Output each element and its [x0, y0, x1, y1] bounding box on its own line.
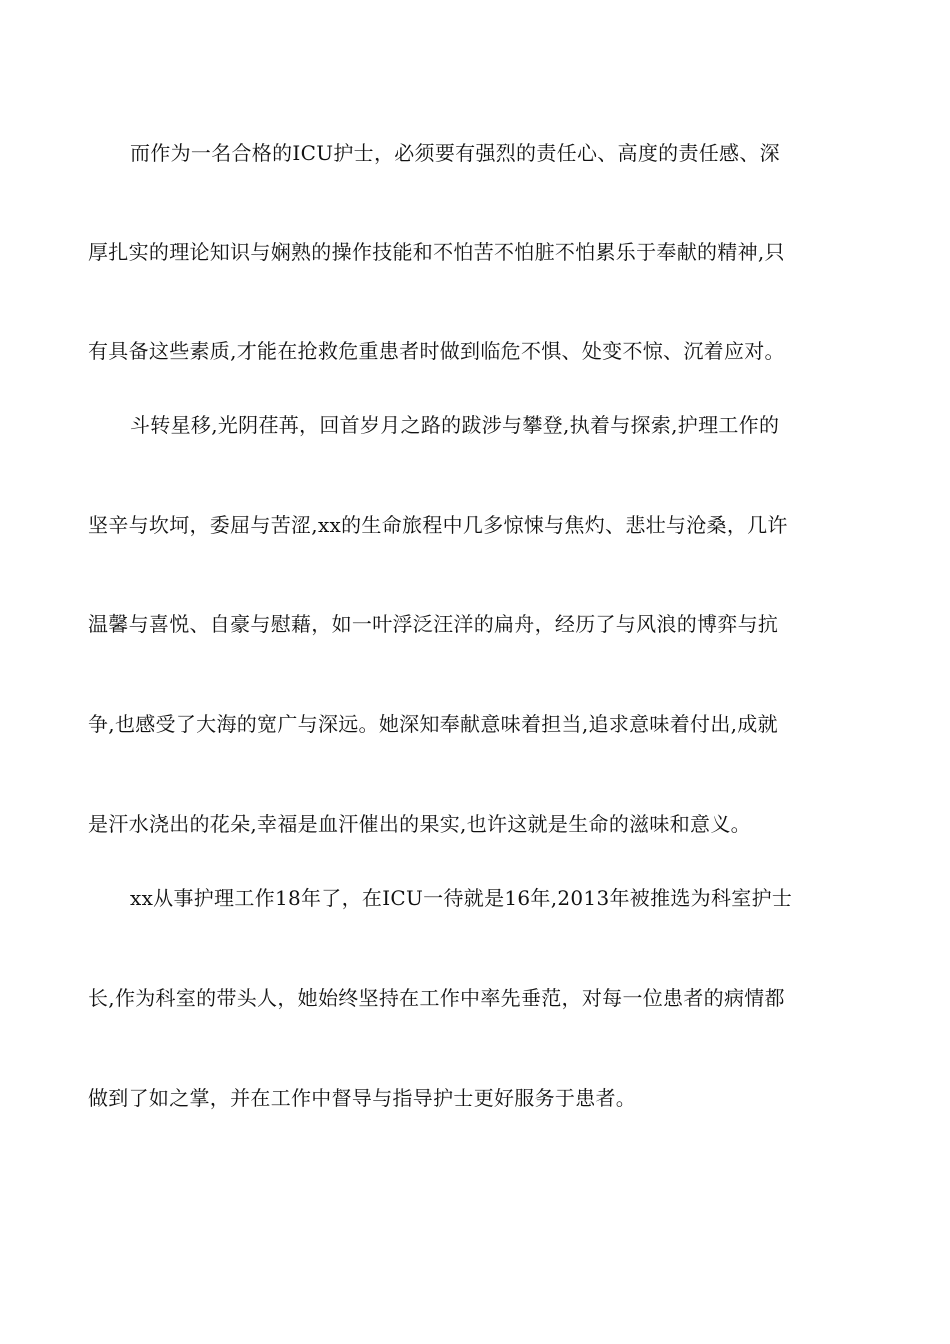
paragraph-2-line-4: 争,也感受了大海的宽广与深远。她深知奉献意味着担当,追求意味着付出,成就 [88, 712, 778, 736]
paragraph-3-line-1: xx从事护理工作18年了，在ICU一待就是16年,2013年被推选为科室护士 [130, 886, 793, 910]
paragraph-1-line-2: 厚扎实的理论知识与娴熟的操作技能和不怕苦不怕脏不怕累乐于奉献的精神,只 [88, 240, 785, 264]
paragraph-1-line-3: 有具备这些素质,才能在抢救危重患者时做到临危不惧、处变不惊、沉着应对。 [88, 339, 785, 363]
paragraph-2-line-3: 温馨与喜悦、自豪与慰藉，如一叶浮泛汪洋的扁舟，经历了与风浪的博弈与抗 [88, 612, 779, 636]
paragraph-3-line-3: 做到了如之掌，并在工作中督导与指导护士更好服务于患者。 [88, 1086, 637, 1110]
paragraph-3-line-2: 长,作为科室的带头人，她始终坚持在工作中率先垂范，对每一位患者的病情都 [88, 986, 785, 1010]
paragraph-2-line-5: 是汗水浇出的花朵,幸福是血汗催出的果实,也许这就是生命的滋味和意义。 [88, 812, 751, 836]
paragraph-1-line-1: 而作为一名合格的ICU护士，必须要有强烈的责任心、高度的责任感、深 [130, 141, 780, 165]
paragraph-2-line-1: 斗转星移,光阴荏苒，回首岁月之路的跋涉与攀登,执着与探索,护理工作的 [130, 413, 780, 437]
paragraph-2-line-2: 坚辛与坎坷，委屈与苦涩,xx的生命旅程中几多惊悚与焦灼、悲壮与沧桑，几许 [88, 513, 788, 537]
